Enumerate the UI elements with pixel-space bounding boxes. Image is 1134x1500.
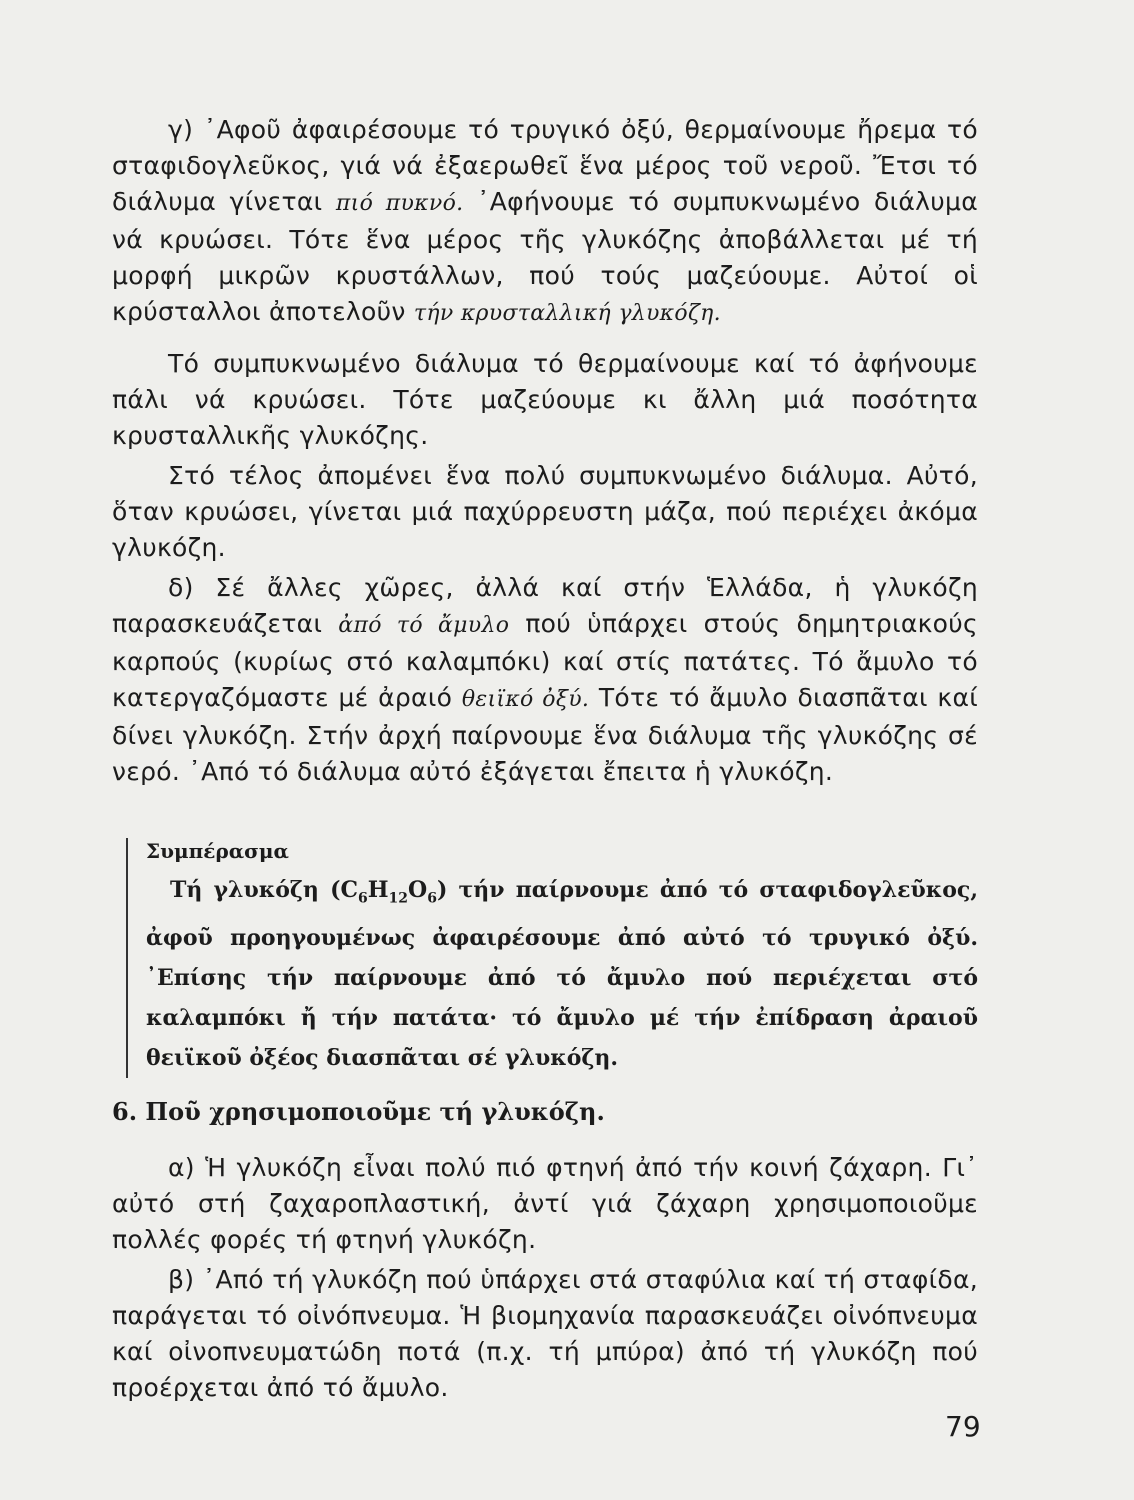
section-title: 6. Ποῦ χρησιμοποιοῦμε τή γλυκόζη. bbox=[112, 1097, 605, 1126]
text-span: Τή γλυκόζη (C bbox=[170, 877, 358, 903]
text-span: γ) ᾿Αφοῦ ἀφαιρέσουμε τό τρυγικό ὀξύ, θερμαίνουμε ἤρεμα τό σταφιδογλεῦκος, γιά νά ἐξαερωθεῖ ἕνα μέρος τοῦ νεροῦ. Ἔτσι τό διάλυμα γίνεται bbox=[112, 115, 978, 216]
paragraph-text: Τό συμπυκνωμένο διάλυμα τό θερμαίνουμε καί τό ἀφήνουμε πάλι νά κρυώσει. Τότε μαζεύουμε κι ἄλλη μιά ποσότητα κρυσταλλικῆς γλυκόζης. bbox=[112, 349, 978, 450]
italic-term: τήν κρυσταλλική γλυκόζη. bbox=[413, 301, 721, 326]
paragraph-delta bbox=[112, 570, 978, 790]
subscript: 6 bbox=[427, 890, 437, 907]
paragraph-3 bbox=[112, 458, 978, 566]
conclusion-text bbox=[146, 870, 978, 1078]
italic-term: ἀπό τό ἄμυλο bbox=[338, 613, 510, 638]
conclusion-box bbox=[126, 838, 978, 1078]
text-span: ) τήν παίρνουμε ἀπό τό σταφιδογλεῦκος, ἀφοῦ προηγουμένως ἀφαιρέσουμε ἀπό αὐτό τό τρυγικό ὀξύ. ᾿Επίσης τήν παίρνουμε ἀπό τό ἄμυλο πού περιέχεται στό καλαμπόκι ἤ τήν πατάτα· τό ἄμυλο μέ τήν ἐπίδραση ἀραιοῦ θειϊκοῦ ὀξέος διασπᾶται σέ γλυκόζη. bbox=[146, 877, 978, 1072]
text-span: πού ὑπάρχει στούς δημητριακούς καρπούς (κυρίως στό καλαμπόκι) καί στίς πατάτες. Τό ἄμυλο τό κατεργαζόμαστε μέ ἀραιό bbox=[112, 609, 978, 712]
conclusion-title: Συμπέρασμα bbox=[146, 839, 289, 863]
subscript: 6 bbox=[357, 890, 368, 907]
paragraph-text: Στό τέλος ἀπομένει ἕνα πολύ συμπυκνωμένο διάλυμα. Αὐτό, ὅταν κρυώσει, γίνεται μιά παχύρρευστη μάζα, πού περιέχει ἀκόμα γλυκόζη. bbox=[112, 461, 978, 562]
text-span: Τότε τό ἄμυλο διασπᾶται καί δίνει γλυκόζη. Στήν ἀρχή παίρνουμε ἕνα διάλυμα τῆς γλυκόζης σέ νερό. ᾿Από τό διάλυμα αὐτό ἐξάγεται ἔπειτα ἡ γλυκόζη. bbox=[112, 683, 978, 786]
page-number: 79 bbox=[945, 1410, 981, 1443]
subscript: 12 bbox=[388, 890, 409, 907]
paragraph-alpha bbox=[112, 1150, 978, 1258]
paragraph-text: α) Ἡ γλυκόζη εἶναι πολύ πιό φτηνή ἀπό τήν κοινή ζάχαρη. Γι᾿ αὐτό στή ζαχαροπλαστική, ἀντί γιά ζάχαρη χρησιμοποιοῦμε πολλές φορές τή φτηνή γλυκόζη. bbox=[112, 1153, 978, 1254]
italic-term: πιό πυκνό. bbox=[335, 191, 464, 216]
paragraph-2 bbox=[112, 346, 978, 454]
text-span: O bbox=[408, 877, 428, 903]
text-span: H bbox=[367, 877, 389, 903]
paragraph-text bbox=[112, 570, 978, 790]
paragraph-text: β) ᾿Από τή γλυκόζη πού ὑπάρχει στά σταφύλια καί τή σταφίδα, παράγεται τό οἰνόπνευμα. Ἡ βιομηχανία παρασκευάζει οἰνόπνευμα καί οἰνοπνευματώδη ποτά (π.χ. τή μπύρα) ἀπό τή γλυκόζη πού προέρχεται ἀπό τό ἄμυλο. bbox=[112, 1265, 978, 1402]
paragraph-beta bbox=[112, 1262, 978, 1406]
italic-term: θειϊκό ὀξύ. bbox=[461, 687, 590, 712]
paragraph-text bbox=[112, 112, 978, 332]
text-span: δ) Σέ ἄλλες χῶρες, ἀλλά καί στήν Ἑλλάδα, ἡ γλυκόζη παρασκευάζεται bbox=[112, 573, 978, 638]
text-span: ᾿Αφήνουμε τό συμπυκνωμένο διάλυμα νά κρυώσει. Τότε ἕνα μέρος τῆς γλυκόζης ἀποβάλλεται μέ τή μορφή μικρῶν κρυστάλλων, πού τούς μαζεύουμε. Αὐτοί οἱ κρύσταλλοι ἀποτελοῦν bbox=[112, 187, 978, 326]
paragraph-gamma bbox=[112, 112, 978, 332]
